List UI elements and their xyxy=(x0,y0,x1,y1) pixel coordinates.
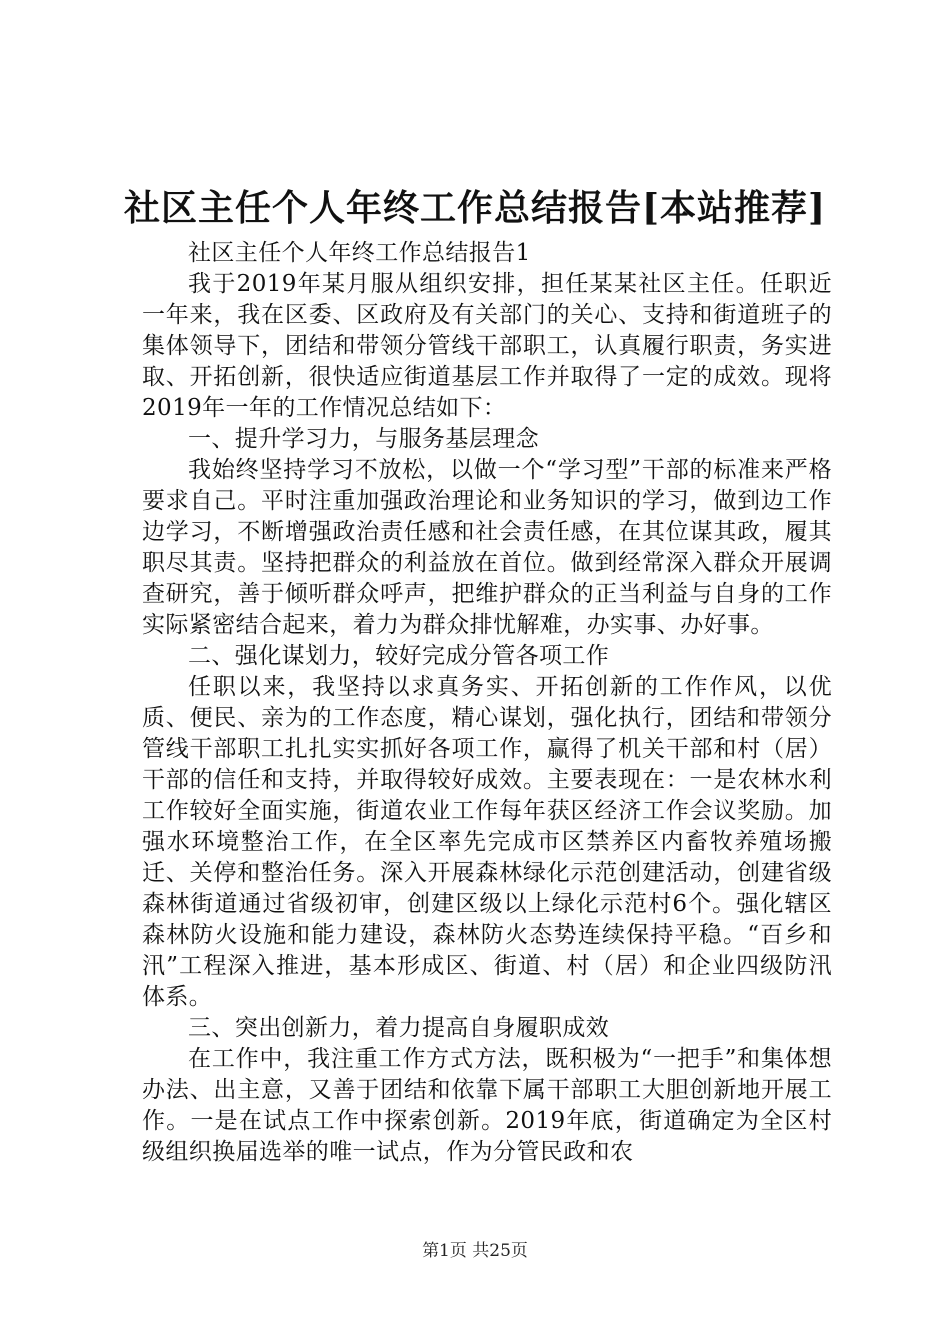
section-3-paragraph: 在工作中，我注重工作方式方法，既积极为“一把手”和集体想办法、出主意，又善于团结和依靠下属干部职工大胆创新地开展工作。一是在试点工作中探索创新。2019年底，街道确定为全区村级组织换届选举的唯一试点，作为分管民政和农 xyxy=(142,1046,832,1165)
section-heading-2: 二、强化谋划力，较好完成分管各项工作 xyxy=(188,643,610,669)
page-number-footer: 第1页 共25页 xyxy=(422,1241,528,1261)
section-1-paragraph: 我始终坚持学习不放松，以做一个“学习型”干部的标准来严格要求自己。平时注重加强政治理论和业务知识的学习，做到边工作边学习，不断增强政治责任感和社会责任感，在其位谋其政，履其职尽其责。坚持把群众的利益放在首位。做到经常深入群众开展调查研究，善于倾听群众呼声，把维护群众的正当利益与自身的工作实际紧密结合起来，着力为群众排忧解难，办实事、办好事。 xyxy=(142,457,832,638)
document-body xyxy=(142,238,832,1168)
intro-paragraph: 我于2019年某月服从组织安排，担任某某社区主任。任职近一年来，我在区委、区政府及有关部门的关心、支持和街道班子的集体领导下，团结和带领分管线干部职工，认真履行职责，务实进取、开拓创新，很快适应街道基层工作并取得了一定的成效。现将2019年一年的工作情况总结如下： xyxy=(142,271,832,421)
section-2-paragraph: 任职以来，我坚持以求真务实、开拓创新的工作作风，以优质、便民、亲为的工作态度，精心谋划，强化执行，团结和带领分管线干部职工扎扎实实抓好各项工作，赢得了机关干部和村（居）干部的信任和支持，并取得较好成效。主要表现在：一是农林水利工作较好全面实施，街道农业工作每年获区经济工作会议奖励。加强水环境整治工作，在全区率先完成市区禁养区内畜牧养殖场搬迁、关停和整治任务。深入开展森林绿化示范创建活动，创建省级森林街道通过省级初审，创建区级以上绿化示范村6个。强化辖区森林防火设施和能力建设，森林防火态势连续保持平稳。“百乡和汛”工程深入推进，基本形成区、街道、村（居）和企业四级防汛体系。 xyxy=(142,674,832,1010)
report-subtitle: 社区主任个人年终工作总结报告1 xyxy=(188,240,531,266)
document-title: 社区主任个人年终工作总结报告[本站推荐] xyxy=(123,187,827,229)
section-heading-3: 三、突出创新力，着力提高自身履职成效 xyxy=(188,1015,610,1041)
section-heading-1: 一、提升学习力，与服务基层理念 xyxy=(188,426,539,452)
